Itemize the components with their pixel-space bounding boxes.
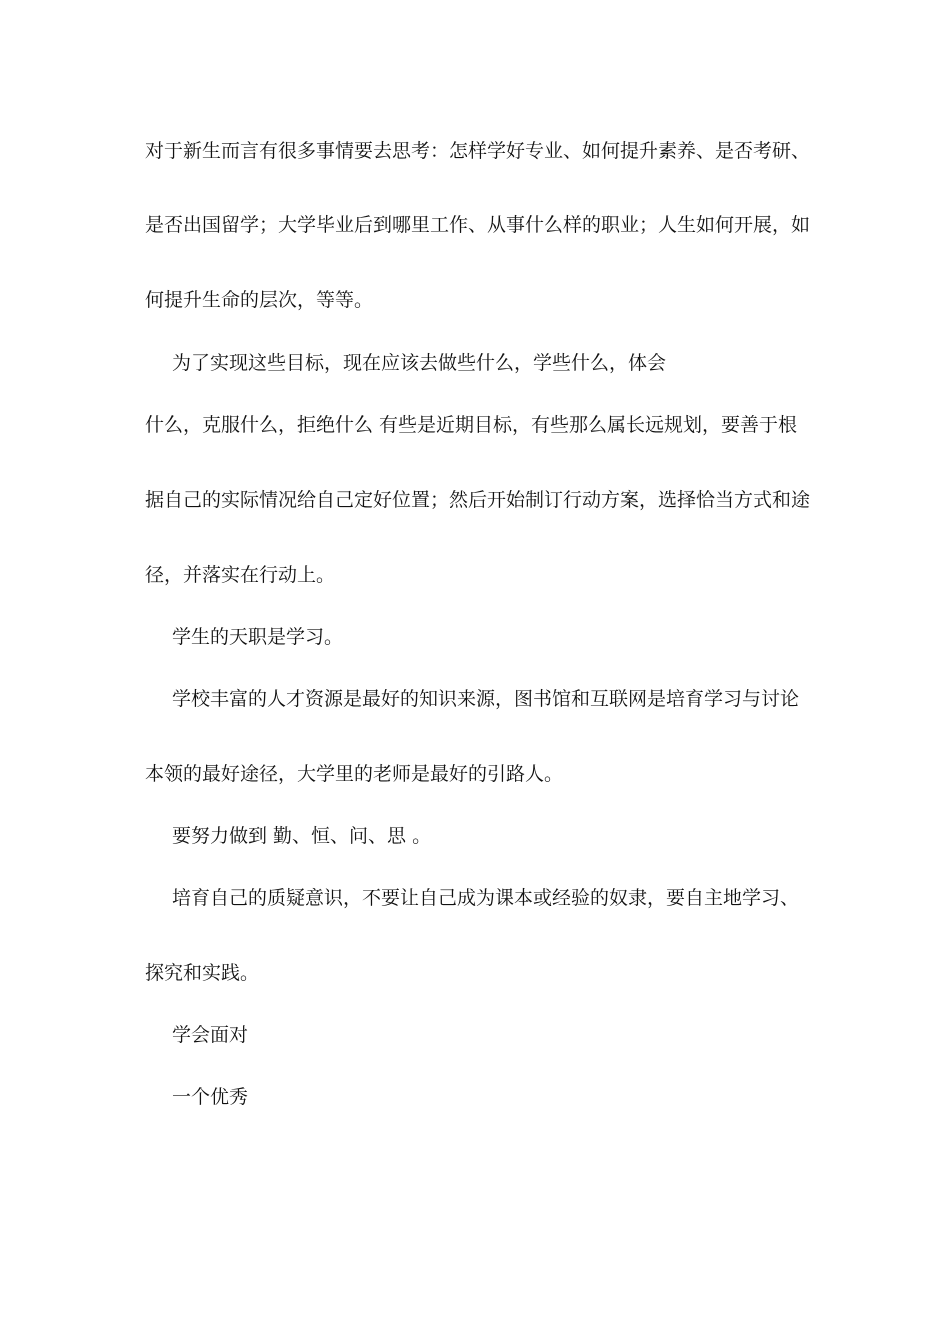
text-line-4: 为了实现这些目标，现在应该去做些什么，学些什么，体会 <box>172 352 667 374</box>
text-line-8: 学生的天职是学习。 <box>172 626 344 648</box>
text-line-11: 要努力做到 勤、恒、问、思 。 <box>172 825 432 847</box>
text-line-3: 何提升生命的层次，等等。 <box>145 289 374 311</box>
text-line-2: 是否出国留学；大学毕业后到哪里工作、从事什么样的职业；人生如何开展，如 <box>145 214 811 236</box>
text-line-7: 径，并落实在行动上。 <box>145 564 336 586</box>
text-line-12: 培育自己的质疑意识，不要让自己成为课本或经验的奴隶，要自主地学习、 <box>172 887 800 909</box>
text-line-14: 学会面对 <box>172 1024 249 1046</box>
text-line-1: 对于新生而言有很多事情要去思考：怎样学好专业、如何提升素养、是否考研、 <box>145 140 811 162</box>
text-line-15: 一个优秀 <box>172 1086 249 1108</box>
text-line-10: 本领的最好途径，大学里的老师是最好的引路人。 <box>145 763 564 785</box>
text-line-9: 学校丰富的人才资源是最好的知识来源，图书馆和互联网是培育学习与讨论 <box>172 688 800 710</box>
text-line-5: 什么，克服什么，拒绝什么 有些是近期目标，有些那么属长远规划，要善于根 <box>145 414 798 436</box>
text-line-6: 据自己的实际情况给自己定好位置；然后开始制订行动方案，选择恰当方式和途 <box>145 489 811 511</box>
text-line-13: 探究和实践。 <box>145 962 260 984</box>
